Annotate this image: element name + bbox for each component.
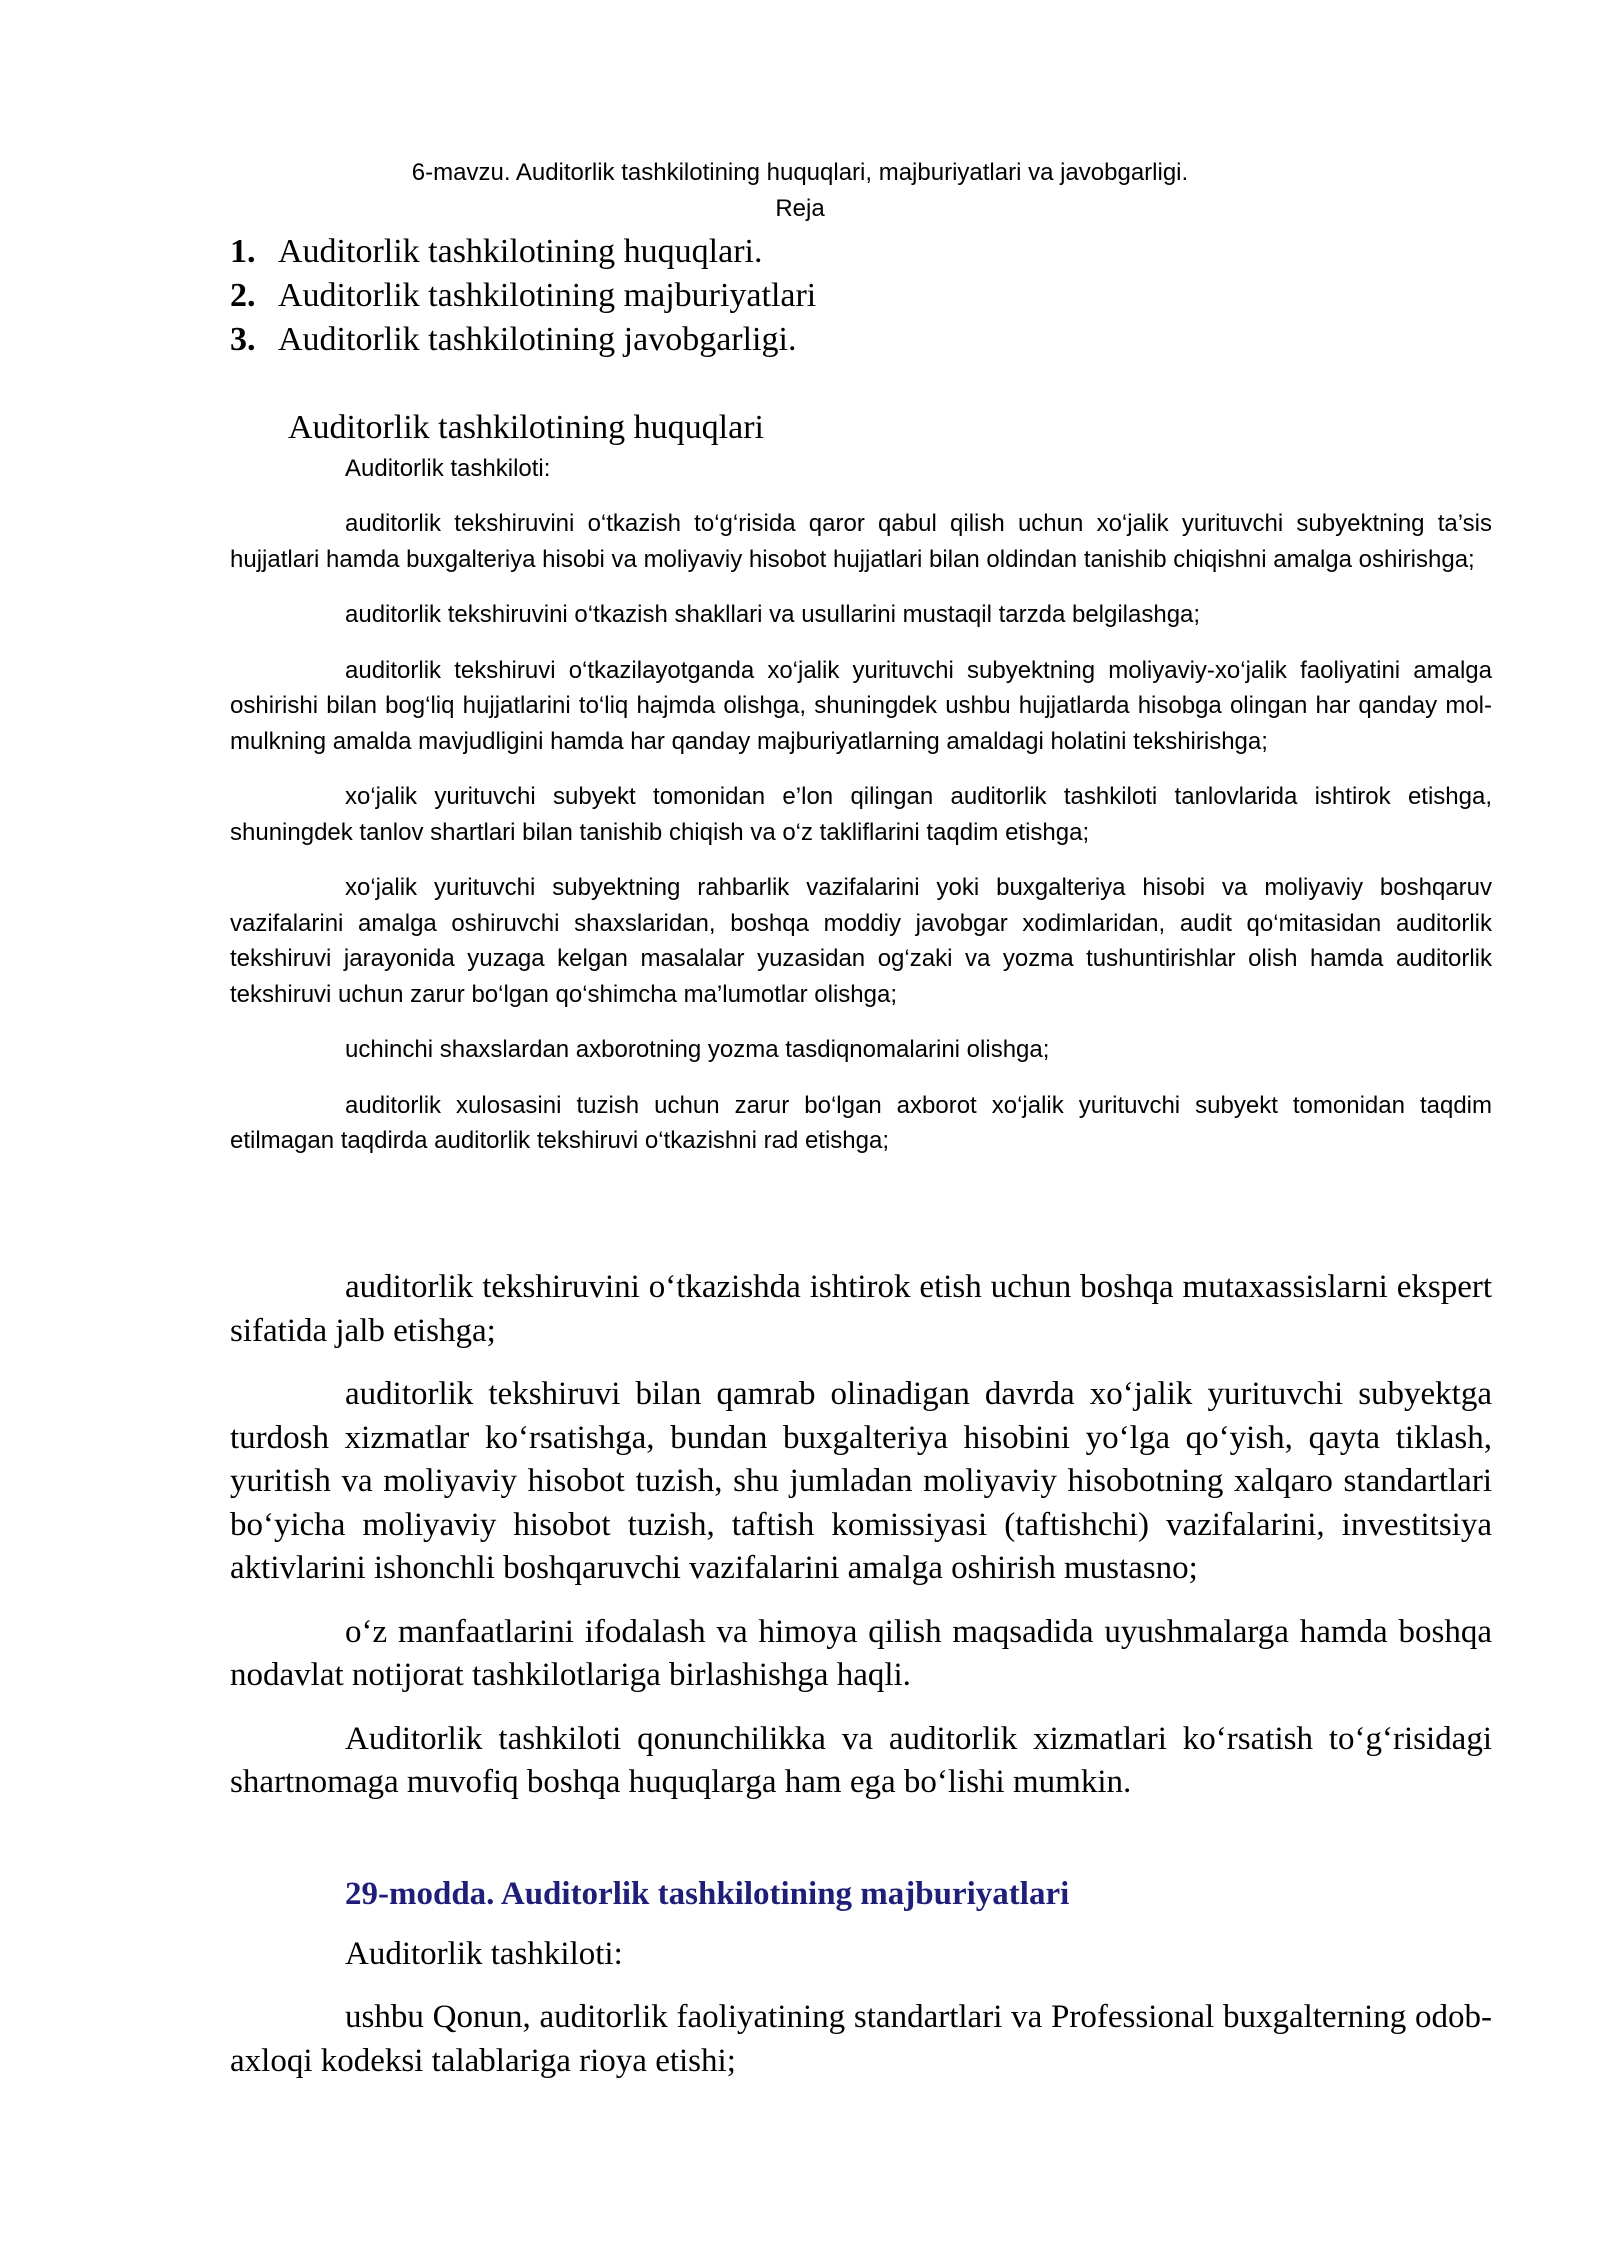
rights-small-paragraphs bbox=[230, 506, 1492, 1179]
plan-list bbox=[230, 230, 1430, 362]
paragraph: o‘z manfaatlarini ifodalash va himoya qilish maqsadida uyushmalarga hamda boshqa nodavlat notijorat tashkilotlariga birlashishga haqli. bbox=[230, 1613, 1492, 1693]
paragraph: auditorlik tekshiruvi bilan qamrab olinadigan davrda xo‘jalik yurituvchi subyektga turdosh xizmatlar ko‘rsatishga, bundan buxgalteriya hisobini yo‘lga qo‘yish, qayta tiklash, yuritish va moliyaviy hisobot tuzish, shu jumladan moliyaviy hisobotning xalqaro standartlari bo‘yicha moliyaviy hisobot tuzish, taftish komissiyasi (taftishchi) vazifalarini, investitsiya aktivlarini ishonchli boshqaruvchi vazifalarini amalga oshirish mustasno; bbox=[230, 1376, 1492, 1586]
plan-item-number: 3. bbox=[230, 321, 256, 358]
paragraph: Auditorlik tashkiloti qonunchilikka va auditorlik xizmatlari ko‘rsatish to‘g‘risidagi shartnomaga muvofiq boshqa huquqlarga ham ega bo‘lishi mumkin. bbox=[230, 1720, 1492, 1800]
plan-item-text: Auditorlik tashkilotining huquqlari. bbox=[278, 233, 763, 270]
topic-title: 6-mavzu. Auditorlik tashkilotining huquqlari, majburiyatlari va javobgarligi. bbox=[411, 159, 1189, 186]
rights-large-paragraphs bbox=[230, 1266, 1492, 1825]
obligations-article-heading: 29-modda. Auditorlik tashkilotining majburiyatlari bbox=[345, 1876, 1070, 1912]
paragraph: xo‘jalik yurituvchi subyektning rahbarlik vazifalarini yoki buxgalteriya hisobi va moliyaviy boshqaruv vazifalarini amalga oshiruvchi shaxslaridan, boshqa moddiy javobgar xodimlaridan, audit qo‘mitasidan auditorlik tekshiruvi jarayonida yuzaga kelgan masalalar yuzasidan og‘zaki va yozma tushuntirishlar olish hamda auditorlik tekshiruvi uchun zarur bo‘lgan qo‘shimcha ma’lumotlar olishga; bbox=[230, 874, 1492, 1008]
rights-subject: Auditorlik tashkiloti: bbox=[345, 455, 551, 482]
paragraph: auditorlik tekshiruvini o‘tkazish shakllari va usullarini mustaqil tarzda belgilashga; bbox=[345, 601, 1201, 628]
plan-item-text: Auditorlik tashkilotining javobgarligi. bbox=[278, 321, 797, 358]
plan-item bbox=[230, 274, 1430, 318]
plan-label: Reja bbox=[775, 195, 825, 222]
paragraph: auditorlik tekshiruvini o‘tkazishda ishtirok etish uchun boshqa mutaxassislarni ekspert sifatida jalb etishga; bbox=[230, 1269, 1492, 1349]
plan-item bbox=[230, 318, 1430, 362]
paragraph: auditorlik tekshiruvi o‘tkazilayotganda xo‘jalik yurituvchi subyektning moliyaviy-xo‘jalik faoliyatini amalga oshirishi bilan bog‘liq hujjatlarini to‘liq hajmda olishga, shuningdek ushbu hujjatlarda hisobga olingan har qanday mol-mulkning amalda mavjudligini hamda har qanday majburiyatlarning amaldagi holatini tekshirishga; bbox=[230, 656, 1492, 755]
paragraph: auditorlik tekshiruvini o‘tkazish to‘g‘risida qaror qabul qilish uchun xo‘jalik yurituvchi subyektning ta’sis hujjatlari hamda buxgalteriya hisobi va moliyaviy hisobot hujjatlari bilan oldindan tanishib chiqishni amalga oshirishga; bbox=[230, 510, 1492, 573]
paragraph: auditorlik xulosasini tuzish uchun zarur bo‘lgan axborot xo‘jalik yurituvchi subyekt tomonidan taqdim etilmagan taqdirda auditorlik tekshiruvi o‘tkazishni rad etishga; bbox=[230, 1091, 1492, 1154]
plan-item-number: 2. bbox=[230, 277, 256, 314]
paragraph: ushbu Qonun, auditorlik faoliyatining standartlari va Professional buxgalterning odob-axloqi kodeksi talablariga rioya etishi; bbox=[230, 1999, 1492, 2079]
rights-section-heading: Auditorlik tashkilotining huquqlari bbox=[288, 409, 764, 446]
obligations-subject: Auditorlik tashkiloti: bbox=[345, 1936, 623, 1972]
plan-item-text: Auditorlik tashkilotining majburiyatlari bbox=[278, 277, 817, 314]
paragraph: uchinchi shaxslardan axborotning yozma tasdiqnomalarini olishga; bbox=[345, 1036, 1050, 1063]
paragraph: xo‘jalik yurituvchi subyekt tomonidan e’lon qilingan auditorlik tashkiloti tanlovlarida ishtirok etishga, shuningdek tanlov shartlari bilan tanishib chiqish va o‘z takliflarini taqdim etishga; bbox=[230, 783, 1492, 846]
plan-item-number: 1. bbox=[230, 233, 256, 270]
plan-item bbox=[230, 230, 1430, 274]
